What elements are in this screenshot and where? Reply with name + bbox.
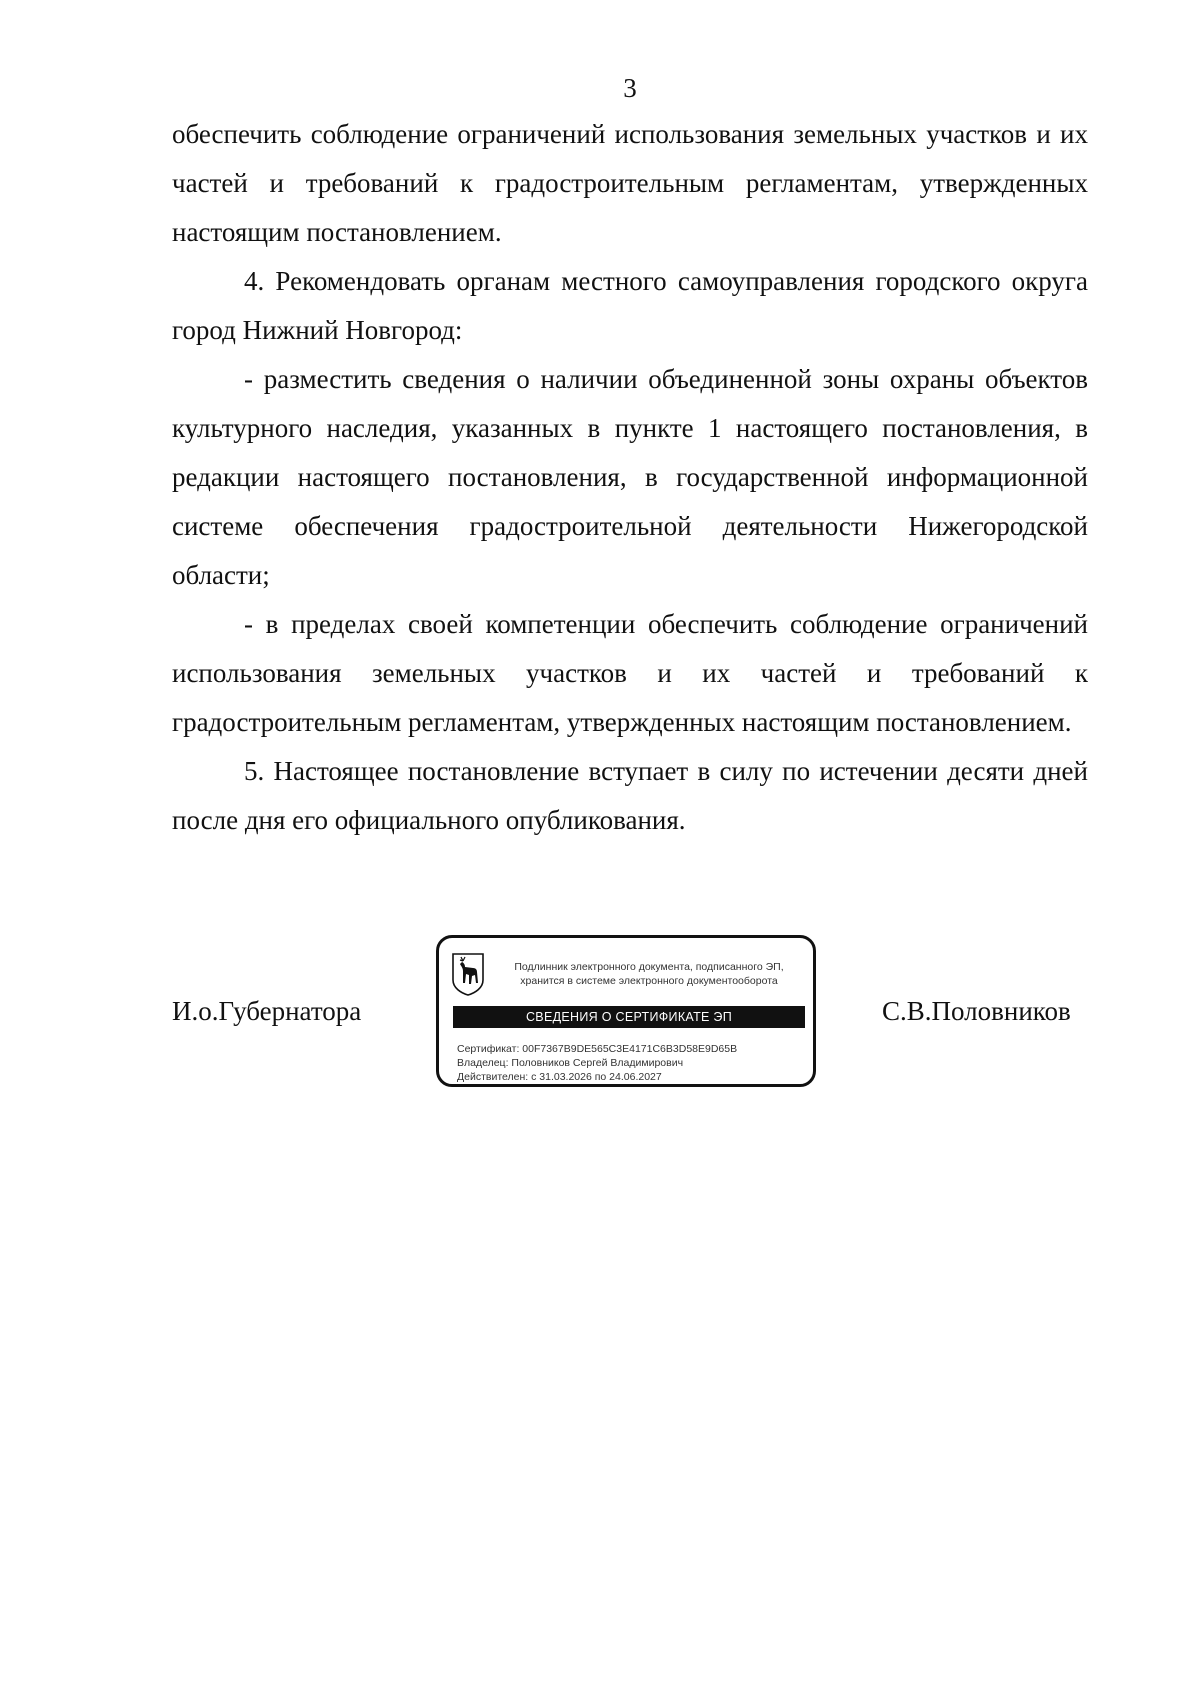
certificate-owner: Владелец: Половников Сергей Владимирович: [457, 1057, 684, 1069]
signer-title: И.о.Губернатора: [172, 996, 362, 1026]
paragraph-4: - в пределах своей компетенции обеспечить соблюдение ограничений использования земельных участков и их частей и требований к градостроительным регламентам, утвержденных настоящим постановлением.: [172, 609, 1088, 737]
paragraph-1: обеспечить соблюдение ограничений использования земельных участков и их частей и требований к градостроительным регламентам, утвержденных настоящим постановлением.: [172, 119, 1088, 247]
deer-coat-of-arms-icon: [451, 952, 485, 996]
paragraph-3: - разместить сведения о наличии объединенной зоны охраны объектов культурного наследия, указанных в пункте 1 настоящего постановления, в редакции настоящего постановления, в государственной информационной системе обеспечения градостроительной деятельности Нижегородской области;: [172, 364, 1088, 590]
stamp-header-line-2: хранится в системе электронного документооборота: [520, 975, 778, 987]
certificate-info-bar: СВЕДЕНИЯ О СЕРТИФИКАТЕ ЭП: [453, 1006, 805, 1028]
paragraph-5: 5. Настоящее постановление вступает в силу по истечении десяти дней после дня его официального опубликования.: [172, 756, 1088, 835]
stamp-header: [499, 960, 799, 988]
document-body: [172, 110, 1088, 845]
certificate-validity: Действителен: с 31.03.2026 по 24.06.2027: [457, 1071, 662, 1083]
stamp-header-line-1: Подлинник электронного документа, подписанного ЭП,: [514, 961, 784, 973]
paragraph-2: 4. Рекомендовать органам местного самоуправления городского округа город Нижний Новгород:: [172, 266, 1088, 345]
signer-name: С.В.Половников: [882, 996, 1071, 1026]
page-number: 3: [623, 73, 637, 103]
electronic-signature-stamp: [436, 935, 816, 1087]
certificate-number: Сертификат: 00F7367B9DE565C3E4171C6B3D58E9D65B: [457, 1043, 738, 1055]
certificate-details: [457, 1042, 807, 1084]
signature-block: [172, 935, 1088, 1095]
